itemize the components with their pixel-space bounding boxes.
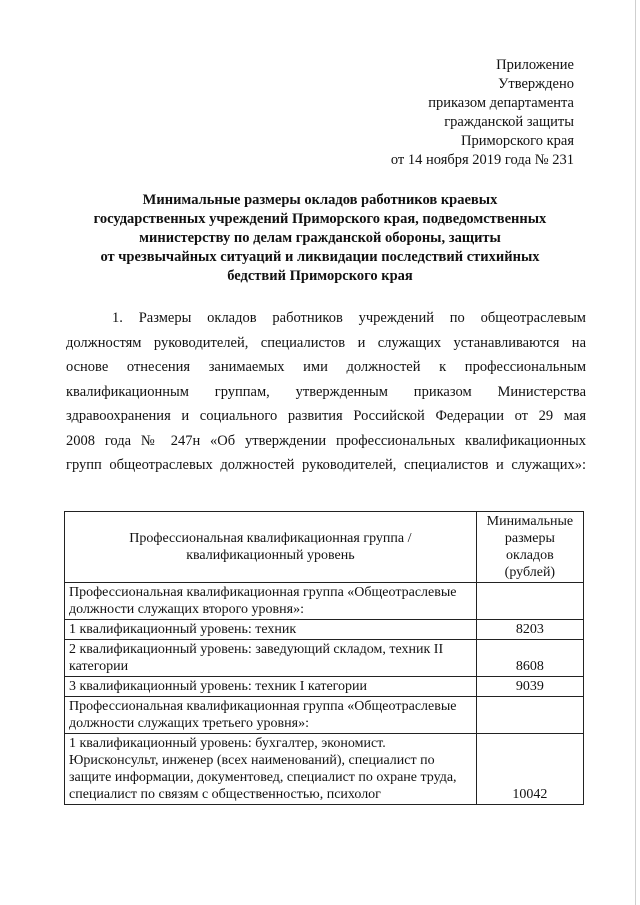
title-line: Минимальные размеры окладов работников краевых [142, 192, 498, 208]
paragraph-line: квалификационным группам, утвержденным приказом Министерства [66, 383, 586, 400]
table-row [65, 677, 584, 697]
header-group-level: Профессиональная квалификационная группа / квалификационный уровень [65, 512, 477, 583]
title-line: бедствий Приморского края [227, 268, 413, 284]
row-value: 9039 [476, 677, 583, 697]
row-name: Профессиональная квалификационная группа «Общеотраслевые должности служащих второго уровня»: [65, 583, 477, 620]
row-name: 3 квалификационный уровень: техник I категории [65, 677, 477, 697]
row-value [476, 583, 583, 620]
salary-table [64, 511, 584, 805]
paragraph-line: здравоохранения и социального развития Российской Федерации от 29 мая [66, 408, 586, 424]
approval-block [314, 56, 574, 170]
title-line: государственных учреждений Приморского края, подведомственных [93, 211, 547, 227]
title-line: министерству по делам гражданской обороны, защиты [139, 230, 501, 246]
table-header-row [65, 512, 584, 583]
row-value: 10042 [476, 734, 583, 805]
paragraph-line: групп общеотраслевых должностей руководителей, специалистов и служащих»: [66, 457, 586, 473]
paragraph-line: должностям руководителей, специалистов и служащих устанавливаются на [66, 334, 586, 351]
approval-line: от 14 ноября 2019 года № 231 [390, 152, 574, 168]
paragraph-line: 2008 года № 247н «Об утверждении профессиональных квалификационных [66, 432, 586, 449]
table-row [65, 620, 584, 640]
row-value: 8608 [476, 640, 583, 677]
row-name: 2 квалификационный уровень: заведующий складом, техник II категории [65, 640, 477, 677]
approval-line: Утверждено [498, 76, 574, 92]
row-name: 1 квалификационный уровень: бухгалтер, экономист. Юрисконсульт, инженер (всех наименований), специалист по защите информации, документовед, специалист по охране труда, специалист по связям с общественностью, психолог [65, 734, 477, 805]
paragraph-line: 1. Размеры окладов работников учреждений по общеотраслевым [112, 310, 586, 326]
table-row [65, 583, 584, 620]
table-row [65, 697, 584, 734]
title-line: от чрезвычайных ситуаций и ликвидации последствий стихийных [100, 249, 540, 265]
table-row [65, 640, 584, 677]
approval-line: приказом департамента [428, 95, 574, 111]
paragraph-line: основе отнесения занимаемых ими должностей к профессиональным [66, 359, 586, 375]
row-value [476, 697, 583, 734]
page-edge-line [635, 0, 636, 905]
table-row [65, 734, 584, 805]
approval-line: Приморского края [460, 133, 574, 149]
header-min-salary: Минимальные размеры окладов (рублей) [476, 512, 583, 583]
row-name: 1 квалификационный уровень: техник [65, 620, 477, 640]
row-value: 8203 [476, 620, 583, 640]
row-name: Профессиональная квалификационная группа «Общеотраслевые должности служащих третьего уровня»: [65, 697, 477, 734]
document-title [60, 191, 580, 286]
approval-line: гражданской защиты [444, 114, 574, 130]
body-paragraph [66, 306, 586, 478]
approval-line: Приложение [496, 57, 574, 73]
